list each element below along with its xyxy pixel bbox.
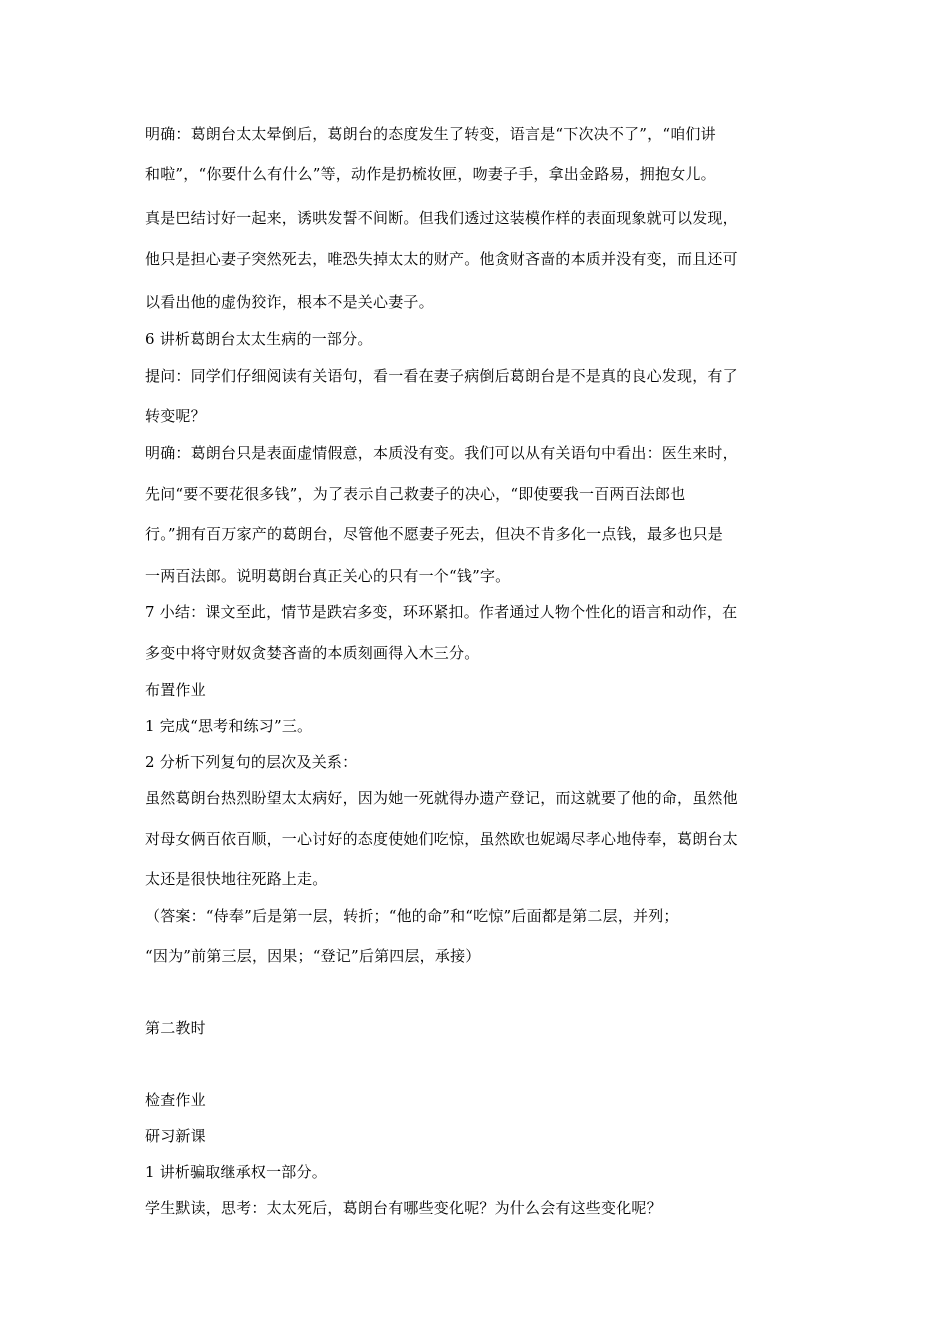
list-item: 1 完成“思考和练习”三。 xyxy=(145,717,313,735)
paragraph-line: 太还是很快地往死路上走。 xyxy=(145,870,328,888)
paragraph-line: 一两百法郎。说明葛朗台真正关心的只有一个“钱”字。 xyxy=(145,567,511,585)
paragraph-line: 对母女俩百依百顺，一心讨好的态度使她们吃惊，虽然欧也妮竭尽孝心地侍奉，葛朗台太 xyxy=(145,830,738,848)
paragraph-line: 虽然葛朗台热烈盼望太太病好，因为她一死就得办遗产登记，而这就要了他的命，虽然他 xyxy=(145,789,738,807)
paragraph-line: 提问：同学们仔细阅读有关语句，看一看在妻子病倒后葛朗台是不是真的良心发现，有了 xyxy=(145,367,738,385)
paragraph-line: 学生默读，思考：太太死后，葛朗台有哪些变化呢？为什么会有这些变化呢？ xyxy=(145,1199,662,1217)
answer-line: （答案：“侍奉”后是第一层，转折；“他的命”和“吃惊”后面都是第二层，并列； xyxy=(145,907,679,925)
section-heading: 6 讲析葛朗台太太生病的一部分。 xyxy=(145,330,373,348)
answer-line: “因为”前第三层，因果；“登记”后第四层，承接） xyxy=(145,947,481,965)
paragraph-line: 真是巴结讨好一起来，诱哄发誓不间断。但我们透过这装模作样的表面现象就可以发现， xyxy=(145,209,738,227)
paragraph-line: 以看出他的虚伪狡诈，根本不是关心妻子。 xyxy=(145,293,434,311)
paragraph-line: 和啦”，“你要什么有什么”等，动作是扔梳妆匣，吻妻子手，拿出金路易，拥抱女儿。 xyxy=(145,165,716,183)
paragraph-line: 他只是担心妻子突然死去，唯恐失掉太太的财产。他贪财吝啬的本质并没有变，而且还可 xyxy=(145,250,738,268)
paragraph-line: 多变中将守财奴贪婪吝啬的本质刻画得入木三分。 xyxy=(145,644,480,662)
paragraph-line: 先问“要不要花很多钱”，为了表示自己救妻子的决心，“即使要我一百两百法郎也 xyxy=(145,485,686,503)
paragraph-line: 明确：葛朗台太太晕倒后，葛朗台的态度发生了转变，语言是“下次决不了”，“咱们讲 xyxy=(145,125,716,143)
section-heading: 布置作业 xyxy=(145,681,206,699)
paragraph-line: 7 小结：课文至此，情节是跌宕多变，环环紧扣。作者通过人物个性化的语言和动作，在 xyxy=(145,603,738,621)
paragraph-line: 明确：葛朗台只是表面虚情假意，本质没有变。我们可以从有关语句中看出：医生来时， xyxy=(145,444,738,462)
section-heading: 检查作业 xyxy=(145,1091,206,1109)
list-item: 2 分析下列复句的层次及关系： xyxy=(145,753,358,771)
list-item: 1 讲析骗取继承权一部分。 xyxy=(145,1163,327,1181)
paragraph-line: 行。”拥有百万家产的葛朗台，尽管他不愿妻子死去，但决不肯多化一点钱，最多也只是 xyxy=(145,525,723,543)
paragraph-line: 转变呢？ xyxy=(145,407,206,425)
section-heading: 第二教时 xyxy=(145,1019,206,1037)
section-heading: 研习新课 xyxy=(145,1127,206,1145)
